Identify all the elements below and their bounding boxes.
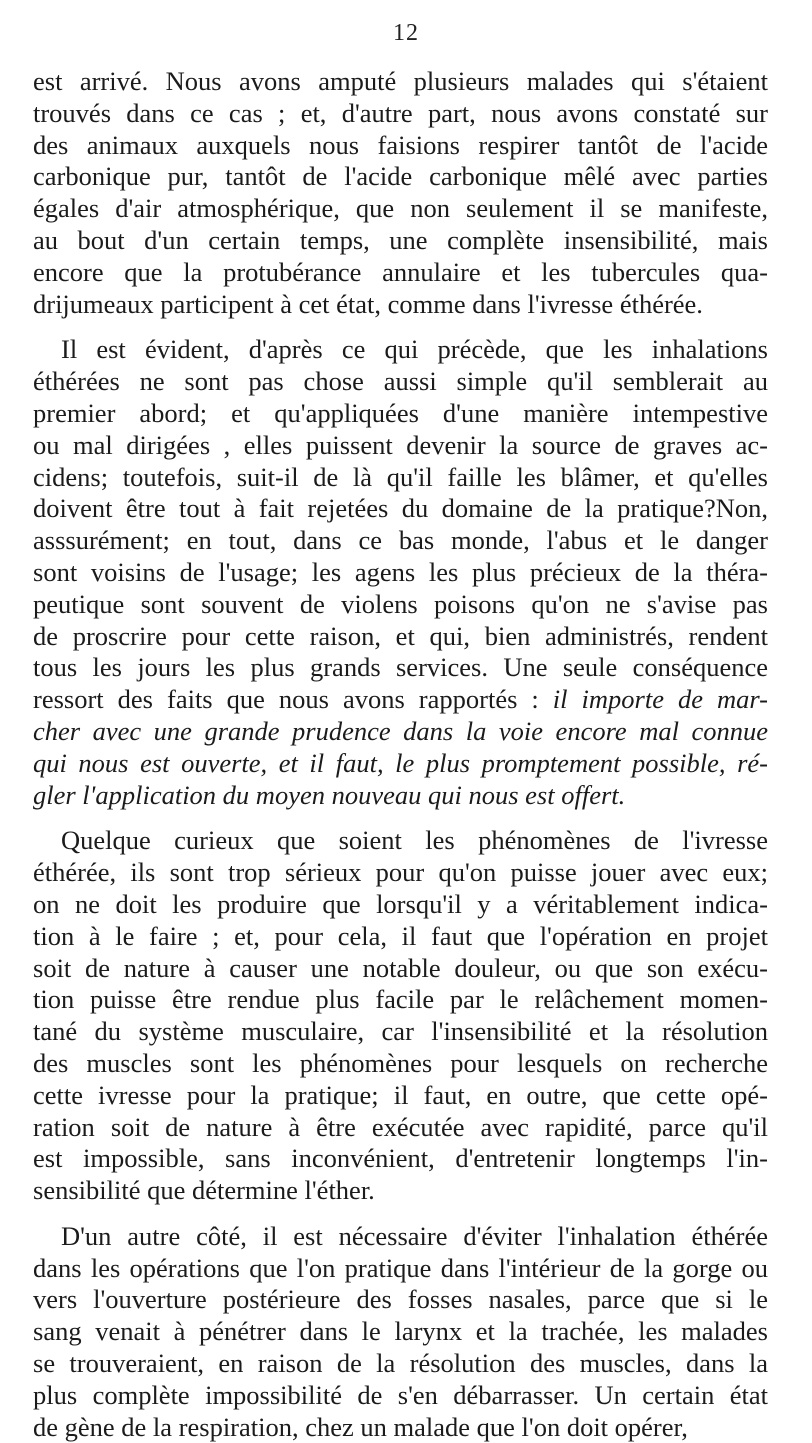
text-segment: ou mal dirigées , elles puissent devenir la source de graves ac- <box>33 429 768 460</box>
text-line <box>33 366 768 398</box>
text-line <box>33 98 768 130</box>
text-segment: peutique sont souvent de violens poisons qu'on ne s'avise pas <box>33 588 768 619</box>
text-segment: ressort des faits que nous avons rapportés : <box>33 684 553 715</box>
text-line <box>33 748 768 780</box>
text-line <box>33 1284 768 1316</box>
text-line <box>33 225 768 257</box>
text-line <box>33 1316 768 1348</box>
text-line <box>33 1380 768 1412</box>
text-line <box>33 1348 768 1380</box>
italic-text: gler l'application du moyen nouveau qui nous est offert. <box>33 779 626 810</box>
text-segment: tané du système musculaire, car l'insensibilité et la résolution <box>33 1016 768 1047</box>
text-segment: au bout d'un certain temps, une complète insensibilité, mais <box>33 224 768 255</box>
text-line <box>33 557 768 589</box>
text-line <box>33 493 768 525</box>
text-line <box>33 430 768 462</box>
text-segment: égales d'air atmosphérique, que non seulement il se manifeste, <box>33 193 768 224</box>
text-segment: trouvés dans ce cas ; et, d'autre part, nous avons constaté sur <box>33 97 768 128</box>
text-segment: des animaux auxquels nous faisions respirer tantôt de l'acide <box>33 129 768 160</box>
text-segment: doivent être tout à fait rejetées du domaine de la pratique?Non, <box>33 493 768 524</box>
text-segment: drijumeaux participent à cet état, comme dans l'ivresse éthérée. <box>33 288 703 319</box>
text-segment: Quelque curieux que soient les phénomènes de l'ivresse <box>61 825 768 856</box>
text-line <box>33 257 768 289</box>
text-segment: soit de nature à causer une notable douleur, ou que son exécu- <box>33 952 768 983</box>
text-line <box>33 984 768 1016</box>
text-line <box>33 1143 768 1175</box>
text-line <box>33 462 768 494</box>
text-segment: tous les jours les plus grands services. Une seule conséquence <box>33 652 768 683</box>
text-segment: plus complète impossibilité de s'en débarrasser. Un certain état <box>33 1379 768 1410</box>
text-line <box>33 889 768 921</box>
text-line <box>33 334 768 366</box>
text-segment: on ne doit les produire que lorsqu'il y a véritablement indica- <box>33 888 768 919</box>
text-line <box>33 1412 768 1443</box>
text-line <box>33 289 768 321</box>
text-line <box>33 716 768 748</box>
text-segment: sensibilité que détermine l'éther. <box>33 1175 375 1206</box>
text-segment: tion puisse être rendue plus facile par le relâchement momen- <box>33 984 768 1015</box>
text-line <box>33 825 768 857</box>
text-line <box>33 161 768 193</box>
text-segment: est arrivé. Nous avons amputé plusieurs malades qui s'étaient <box>33 66 768 96</box>
text-segment: se trouveraient, en raison de la résolution des muscles, dans la <box>33 1348 768 1379</box>
text-line <box>33 398 768 430</box>
text-segment: sont voisins de l'usage; les agens les plus précieux de la théra- <box>33 556 768 587</box>
text-line <box>33 1048 768 1080</box>
body-text <box>33 66 768 1443</box>
paragraph <box>33 66 768 320</box>
text-segment: de proscrire pour cette raison, et qui, bien administrés, rendent <box>33 620 768 651</box>
text-line <box>33 1112 768 1144</box>
text-segment: dans les opérations que l'on pratique dans l'intérieur de la gorge ou <box>33 1252 768 1283</box>
text-line <box>33 130 768 162</box>
paragraph <box>33 825 768 1207</box>
text-segment: cidens; toutefois, suit-il de là qu'il faille les blâmer, et qu'elles <box>33 461 768 492</box>
text-line <box>33 1175 768 1207</box>
text-line <box>33 780 768 812</box>
text-line <box>33 589 768 621</box>
text-line <box>33 525 768 557</box>
text-line <box>33 857 768 889</box>
text-line <box>33 1221 768 1253</box>
text-segment: D'un autre côté, il est nécessaire d'éviter l'inhalation éthérée <box>61 1220 768 1251</box>
text-segment: cette ivresse pour la pratique; il faut, en outre, que cette opé- <box>33 1079 768 1110</box>
text-line <box>33 1016 768 1048</box>
text-segment: tion à le faire ; et, pour cela, il faut que l'opération en projet <box>33 920 768 951</box>
text-line <box>33 953 768 985</box>
text-line <box>33 1253 768 1285</box>
text-segment: carbonique pur, tantôt de l'acide carbonique mêlé avec parties <box>33 161 768 192</box>
text-segment: de gène de la respiration, chez un malade que l'on doit opérer, <box>33 1411 688 1442</box>
text-segment: éthérée, ils sont trop sérieux pour qu'on puisse jouer avec eux; <box>33 857 768 888</box>
text-line <box>33 1080 768 1112</box>
text-line <box>33 66 768 98</box>
text-segment: est impossible, sans inconvénient, d'entretenir longtemps l'in- <box>33 1143 768 1174</box>
italic-text: qui nous est ouverte, et il faut, le plus promptement possible, ré- <box>33 747 768 778</box>
text-segment: premier abord; et qu'appliquées d'une manière intempestive <box>33 397 768 428</box>
text-line <box>33 921 768 953</box>
paragraph <box>33 334 768 811</box>
text-segment: vers l'ouverture postérieure des fosses nasales, parce que si le <box>33 1284 768 1315</box>
text-line <box>33 621 768 653</box>
text-segment: sang venait à pénétrer dans le larynx et la trachée, les malades <box>33 1316 768 1347</box>
text-line <box>33 684 768 716</box>
text-line <box>33 652 768 684</box>
text-segment: éthérées ne sont pas chose aussi simple qu'il semblerait au <box>33 366 768 397</box>
text-segment: asssurément; en tout, dans ce bas monde, l'abus et le danger <box>33 525 768 556</box>
text-segment: ration soit de nature à être exécutée avec rapidité, parce qu'il <box>33 1111 768 1142</box>
italic-text: cher avec une grande prudence dans la voie encore mal connue <box>33 715 768 746</box>
italic-text: il importe de mar- <box>552 684 768 715</box>
text-segment: encore que la protubérance annulaire et les tubercules qua- <box>33 256 768 287</box>
paragraph <box>33 1221 768 1443</box>
text-line <box>33 193 768 225</box>
text-segment: des muscles sont les phénomènes pour lesquels on recherche <box>33 1047 768 1078</box>
text-segment: Il est évident, d'après ce qui précède, que les inhalations <box>61 334 768 365</box>
page-number: 12 <box>393 20 419 46</box>
